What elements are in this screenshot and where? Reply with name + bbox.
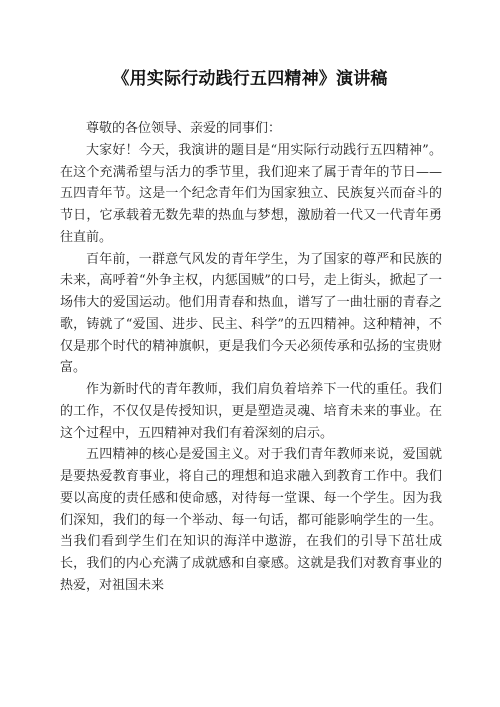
salutation: 尊敬的各位领导、亲爱的同事们： — [86, 121, 282, 136]
paragraph-3: 作为新时代的青年教师，我们肩负着培养下一代的重任。我们的工作，不仅仅是传授知识，更是塑造灵魂、培育未来的事业。在这个过程中，五四精神对我们有着深刻的启示。 — [60, 382, 442, 441]
document-body — [60, 118, 442, 597]
paragraph-1: 大家好！今天，我演讲的题目是“用实际行动践行五四精神”。在这个充满希望与活力的季节里，我们迎来了属于青年的节日——五四青年节。这是一个纪念青年们为国家独立、民族复兴而奋斗的节日，它承载着无数先辈的热血与梦想，激励着一代又一代青年勇往直前。 — [60, 142, 442, 245]
paragraph-2: 百年前，一群意气风发的青年学生，为了国家的尊严和民族的未来，高呼着“外争主权，内惩国贼”的口号，走上街头，掀起了一场伟大的爱国运动。他们用青春和热血，谱写了一曲壮丽的青春之歌，铸就了“爱国、进步、民主、科学”的五四精神。这种精神，不仅是那个时代的精神旗帜，更是我们今天必须传承和弘扬的宝贵财富。 — [60, 251, 442, 376]
paragraph-4: 五四精神的核心是爱国主义。对于我们青年教师来说，爱国就是要热爱教育事业，将自己的理想和追求融入到教育工作中。我们要以高度的责任感和使命感，对待每一堂课、每一个学生。因为我们深知，我们的每一个举动、每一句话，都可能影响学生的一生。当我们看到学生们在知识的海洋中遨游，在我们的引导下茁壮成长，我们的内心充满了成就感和自豪感。这就是我们对教育事业的热爱，对祖国未来 — [60, 447, 442, 593]
document-title: 《用实际行动践行五四精神》演讲稿 — [112, 69, 388, 89]
